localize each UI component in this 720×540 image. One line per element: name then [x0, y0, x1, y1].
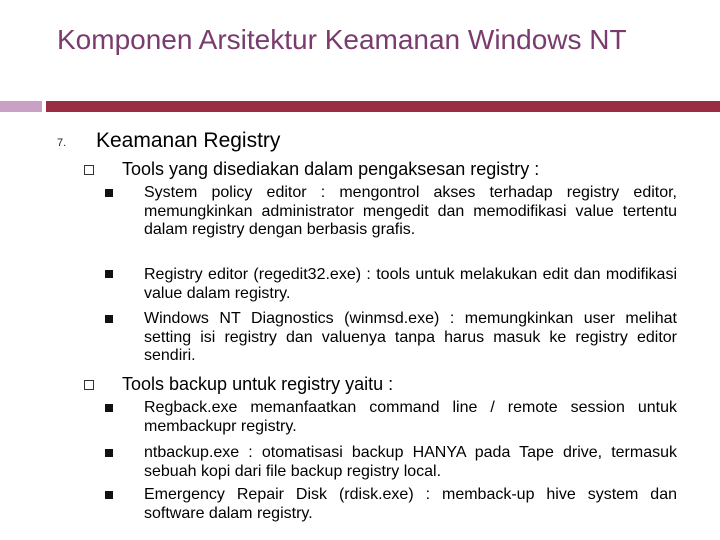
list-item: Registry editor (regedit32.exe) : tools untuk melakukan edit dan modifikasi value dalam registry. — [144, 266, 677, 302]
list-item: System policy editor : mengontrol akses terhadap registry editor, memungkinkan administrator mengedit dan memodifikasi value tertentu dalam registry dengan berbasis grafis. — [144, 184, 677, 238]
section-title: Keamanan Registry — [96, 129, 281, 152]
section-number: 7. — [57, 137, 67, 149]
square-bullet-icon — [105, 404, 113, 412]
box-bullet-icon — [84, 165, 94, 175]
accent-bar-left — [0, 101, 42, 112]
square-bullet-icon — [105, 315, 113, 323]
list-item: Windows NT Diagnostics (winmsd.exe) : memungkinkan user melihat setting isi registry dan valuenya tanpa harus masuk ke registry editor sendiri. — [144, 310, 677, 364]
square-bullet-icon — [105, 449, 113, 457]
slide-title: Komponen Arsitektur Keamanan Windows NT — [57, 24, 627, 55]
list-item: Regback.exe memanfaatkan command line / remote session untuk membackupr registry. — [144, 399, 677, 435]
accent-bar — [46, 101, 720, 112]
list-item: Emergency Repair Disk (rdisk.exe) : memback-up hive system dan software dalam registry. — [144, 486, 677, 522]
box-bullet-icon — [84, 380, 94, 390]
square-bullet-icon — [105, 189, 113, 197]
square-bullet-icon — [105, 491, 113, 499]
group-heading: Tools yang disediakan dalam pengaksesan registry : — [122, 159, 540, 179]
group-heading: Tools backup untuk registry yaitu : — [122, 374, 394, 394]
list-item: ntbackup.exe : otomatisasi backup HANYA pada Tape drive, termasuk sebuah kopi dari file backup registry local. — [144, 444, 677, 480]
square-bullet-icon — [105, 270, 113, 278]
